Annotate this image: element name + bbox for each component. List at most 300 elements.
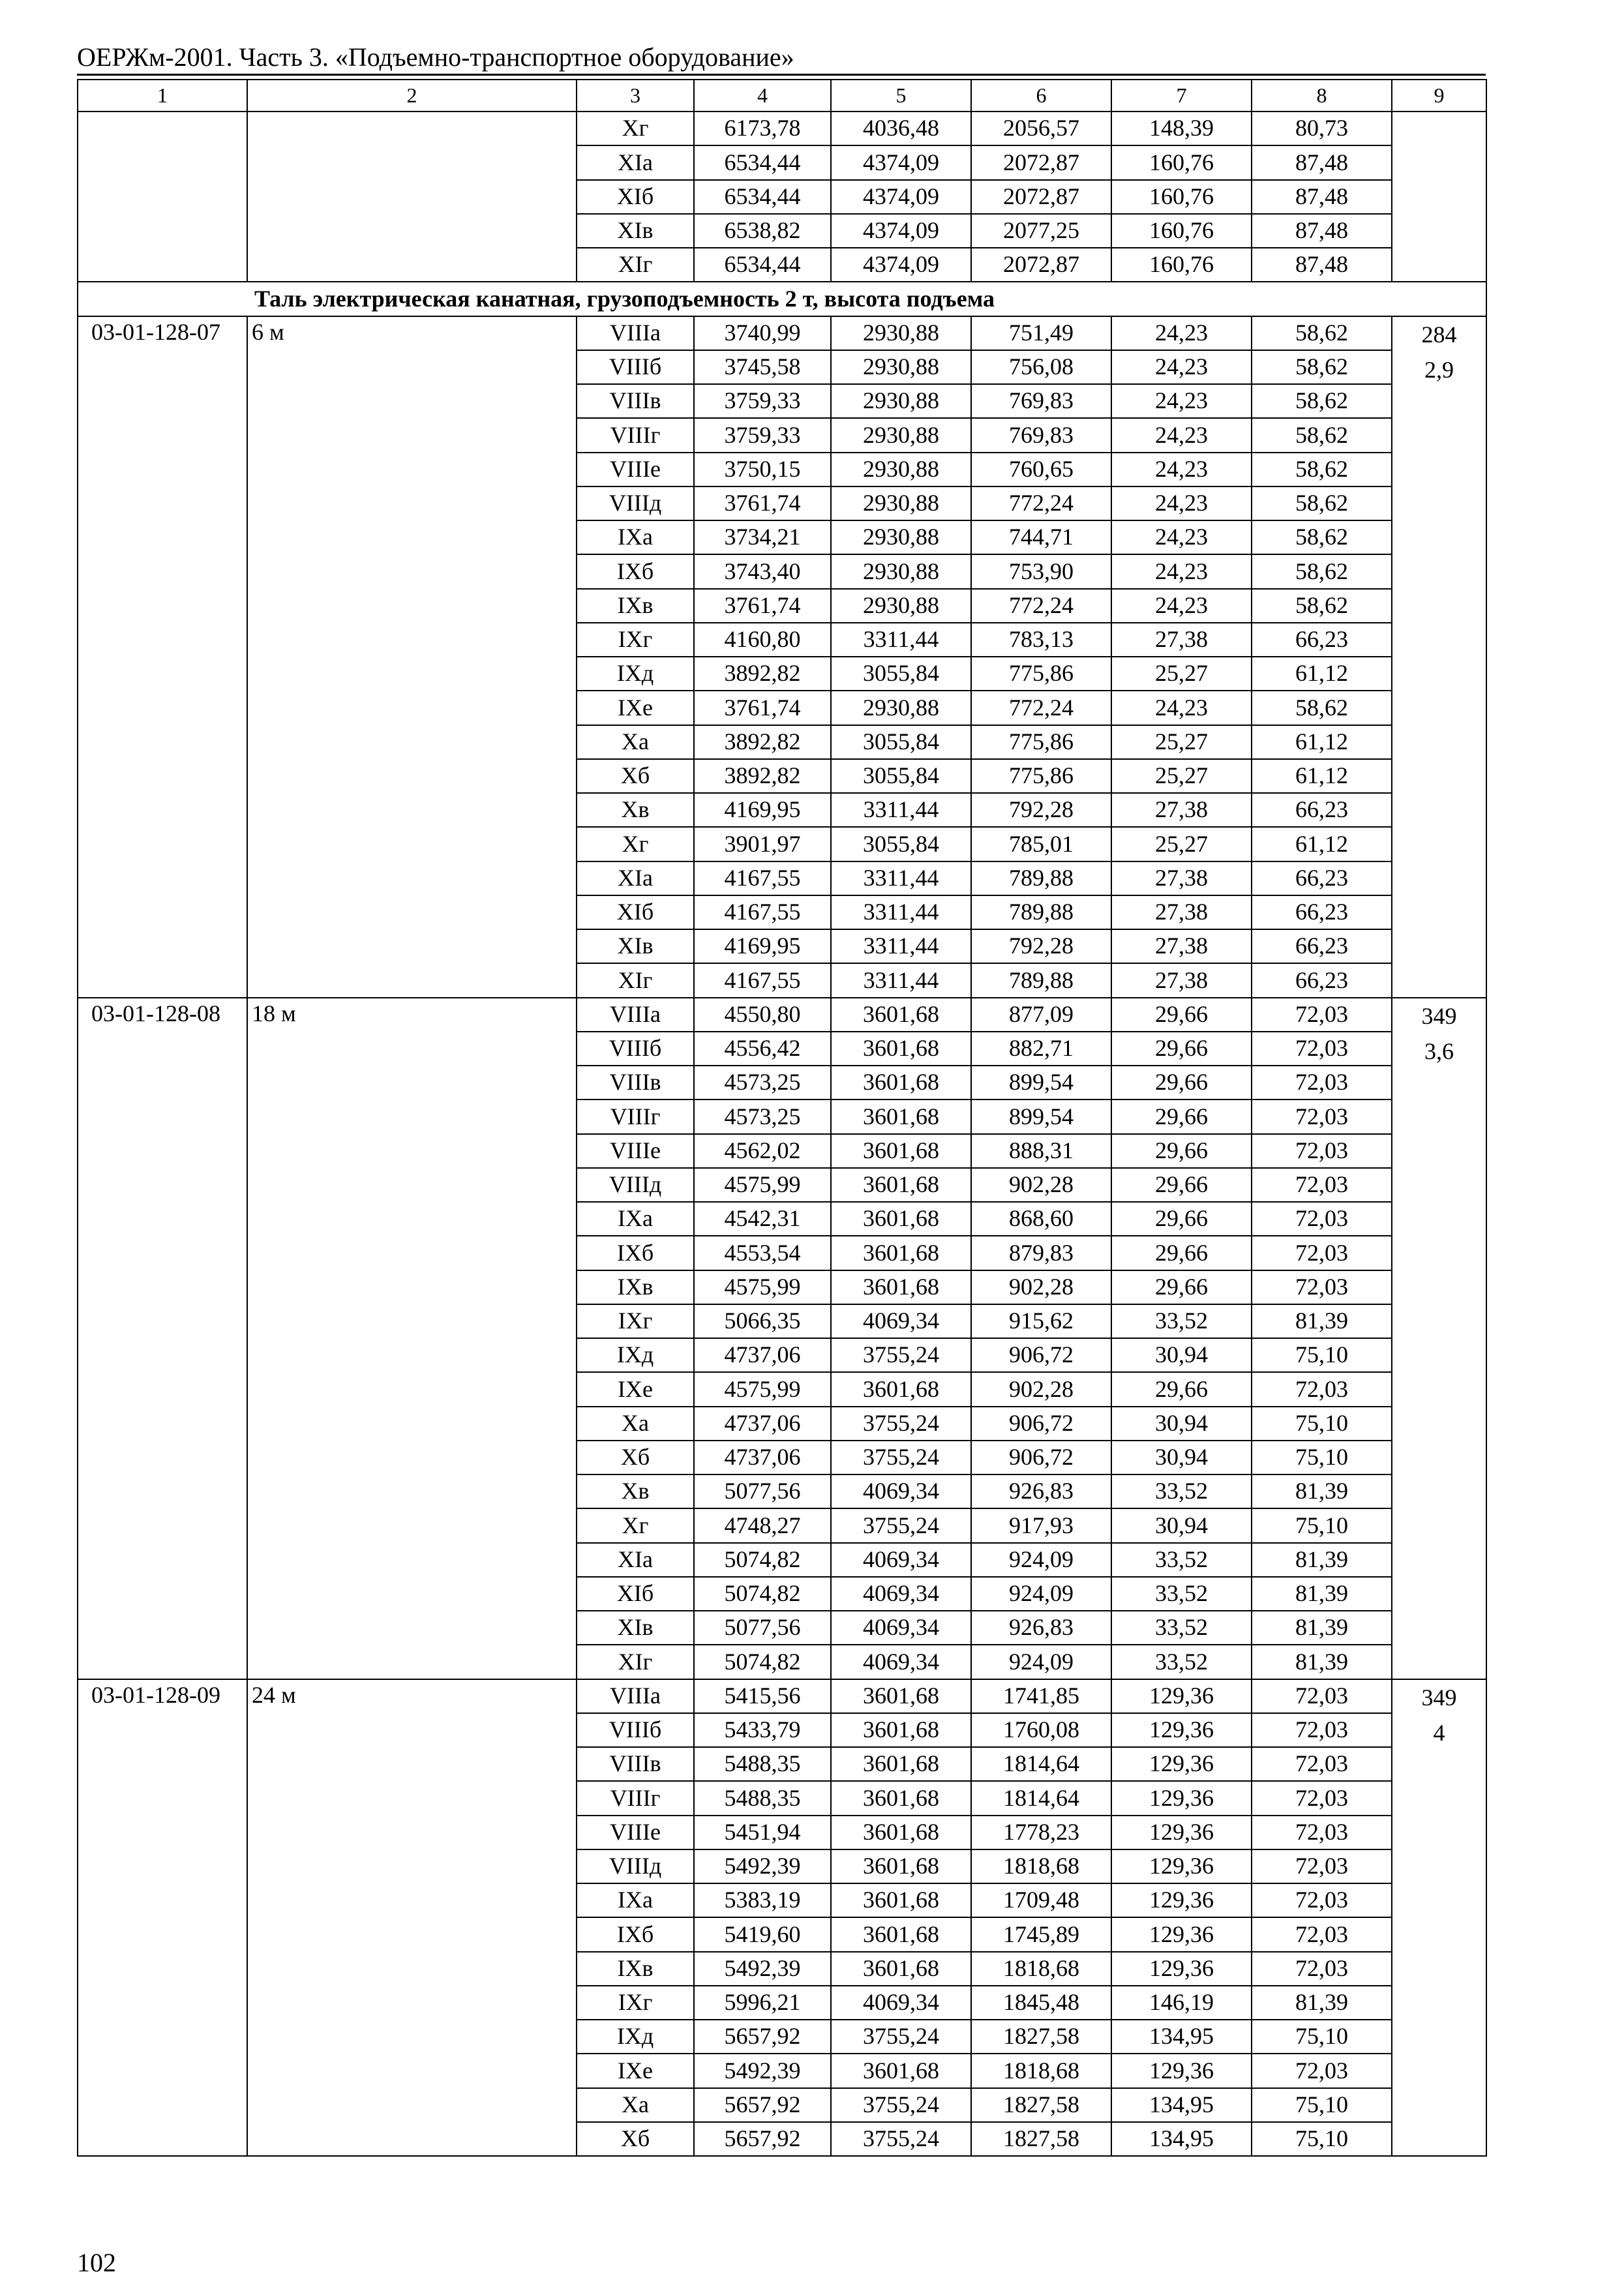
table-cell: 6173,78 [694, 112, 831, 145]
table-cell: 3311,44 [831, 963, 971, 997]
table-cell: 4575,99 [694, 1270, 831, 1304]
section-title: Таль электрическая канатная, грузоподъемность 2 т, высота подъема [78, 282, 1486, 316]
extra-value: 3,6 [1424, 1038, 1454, 1064]
table-cell: 2930,88 [831, 418, 971, 452]
table-cell: 129,36 [1111, 2054, 1252, 2087]
table-cell: 2930,88 [831, 520, 971, 554]
table-cell: 27,38 [1111, 861, 1252, 895]
table-cell: 129,36 [1111, 1917, 1252, 1951]
table-cell: 906,72 [971, 1407, 1111, 1441]
table-cell: 72,03 [1252, 1032, 1392, 1066]
table-cell: 3601,68 [831, 1816, 971, 1849]
table-cell: 72,03 [1252, 1202, 1392, 1236]
table-cell: 5488,35 [694, 1747, 831, 1781]
table-cell: 4550,80 [694, 998, 831, 1032]
table-cell: 2930,88 [831, 691, 971, 725]
column-number: 1 [78, 80, 247, 112]
table-cell: VIIIб [577, 350, 694, 384]
table-cell: 3892,82 [694, 725, 831, 759]
table-cell: 879,83 [971, 1236, 1111, 1270]
table-cell: 775,86 [971, 759, 1111, 793]
table-cell: 3755,24 [831, 2020, 971, 2054]
table-cell: 87,48 [1252, 180, 1392, 214]
table-cell: 4374,09 [831, 248, 971, 282]
table-cell: 72,03 [1252, 1952, 1392, 1986]
table-cell: 75,10 [1252, 2122, 1392, 2156]
table-cell: 1827,58 [971, 2122, 1111, 2156]
table-cell: 5492,39 [694, 1849, 831, 1883]
table-cell: 5074,82 [694, 1543, 831, 1577]
column-number: 2 [247, 80, 577, 112]
table-cell: 58,62 [1252, 486, 1392, 520]
table-cell: 29,66 [1111, 1032, 1252, 1066]
table-cell: 4748,27 [694, 1508, 831, 1542]
table-cell: VIIIа [577, 998, 694, 1032]
table-cell: 1818,68 [971, 1849, 1111, 1883]
table-cell: 5657,92 [694, 2020, 831, 2054]
table-cell: 2056,57 [971, 112, 1111, 145]
table-cell: 87,48 [1252, 145, 1392, 179]
table-cell: VIIIа [577, 1679, 694, 1713]
rate-code: 03-01-128-09 [78, 1679, 247, 2157]
table-cell: 3743,40 [694, 554, 831, 588]
table-cell: 3311,44 [831, 861, 971, 895]
header-rule [77, 74, 1486, 76]
table-cell: 1845,48 [971, 1986, 1111, 2020]
table-cell: 30,94 [1111, 1441, 1252, 1474]
table-cell: 6538,82 [694, 214, 831, 248]
table-cell: 906,72 [971, 1441, 1111, 1474]
table-cell: 72,03 [1252, 1816, 1392, 1849]
table-cell: 4737,06 [694, 1441, 831, 1474]
table-row [78, 316, 1486, 350]
table-cell: 3601,68 [831, 1134, 971, 1168]
table-cell: 3601,68 [831, 1168, 971, 1202]
table-cell: VIIIв [577, 1747, 694, 1781]
column-number: 3 [577, 80, 694, 112]
table-cell: 5433,79 [694, 1713, 831, 1747]
table-cell: 3759,33 [694, 384, 831, 418]
table-cell: 5077,56 [694, 1611, 831, 1645]
table-cell: 6534,44 [694, 248, 831, 282]
table-cell: 5074,82 [694, 1577, 831, 1611]
table-cell: 58,62 [1252, 384, 1392, 418]
table-cell: IXг [577, 623, 694, 657]
table-cell: 129,36 [1111, 1849, 1252, 1883]
table-cell: 81,39 [1252, 1543, 1392, 1577]
table-cell: 29,66 [1111, 1202, 1252, 1236]
table-cell: XIа [577, 145, 694, 179]
table-cell: 2930,88 [831, 453, 971, 486]
table-cell: 81,39 [1252, 1304, 1392, 1338]
page-header: ОЕРЖм-2001. Часть 3. «Подъемно-транспортное оборудование» [77, 42, 794, 72]
table-cell: 24,23 [1111, 350, 1252, 384]
table-cell: Xа [577, 1407, 694, 1441]
table-cell: 58,62 [1252, 316, 1392, 350]
table-cell: 24,23 [1111, 453, 1252, 486]
table-cell: Xб [577, 1441, 694, 1474]
table-cell: 66,23 [1252, 895, 1392, 929]
table-cell: 27,38 [1111, 963, 1252, 997]
table-cell: 882,71 [971, 1032, 1111, 1066]
table-cell: 4160,80 [694, 623, 831, 657]
table-cell: VIIIг [577, 1781, 694, 1815]
table-cell: 33,52 [1111, 1474, 1252, 1508]
table-cell: 1778,23 [971, 1816, 1111, 1849]
table-cell: 24,23 [1111, 384, 1252, 418]
table-cell: IXв [577, 1952, 694, 1986]
table-cell: 33,52 [1111, 1577, 1252, 1611]
table-cell: 792,28 [971, 793, 1111, 827]
table-cell: 792,28 [971, 929, 1111, 963]
table-cell: 3755,24 [831, 2122, 971, 2156]
table-cell: 29,66 [1111, 1270, 1252, 1304]
table-cell: 2072,87 [971, 180, 1111, 214]
table-cell: 1709,48 [971, 1883, 1111, 1917]
table-cell: 58,62 [1252, 589, 1392, 623]
table-cell: 3750,15 [694, 453, 831, 486]
table-cell: 789,88 [971, 963, 1111, 997]
table-cell: 3055,84 [831, 827, 971, 861]
table-cell: 72,03 [1252, 1747, 1392, 1781]
table-cell: 129,36 [1111, 1679, 1252, 1713]
table-cell: 4374,09 [831, 180, 971, 214]
table-cell: 4069,34 [831, 1611, 971, 1645]
table-cell: 2930,88 [831, 486, 971, 520]
table-cell: VIIIе [577, 453, 694, 486]
rate-code: 03-01-128-08 [78, 998, 247, 1679]
table-cell: 61,12 [1252, 827, 1392, 861]
section-row [78, 282, 1486, 316]
table-cell: XIв [577, 214, 694, 248]
table-cell: 27,38 [1111, 793, 1252, 827]
table-cell: 3892,82 [694, 657, 831, 691]
table-cell: 66,23 [1252, 793, 1392, 827]
table-row [78, 112, 1486, 145]
table-cell: 5415,56 [694, 1679, 831, 1713]
table-cell: 61,12 [1252, 657, 1392, 691]
table-cell: 24,23 [1111, 554, 1252, 588]
table-cell: Xв [577, 1474, 694, 1508]
table-cell: 5074,82 [694, 1645, 831, 1679]
table-cell: 30,94 [1111, 1508, 1252, 1542]
table-cell: 3745,58 [694, 350, 831, 384]
table-cell: XIа [577, 861, 694, 895]
table-cell: 1818,68 [971, 2054, 1111, 2087]
table-cell: 72,03 [1252, 1066, 1392, 1100]
table-cell: 4167,55 [694, 861, 831, 895]
table-cell: 25,27 [1111, 657, 1252, 691]
table-cell: 4069,34 [831, 1986, 971, 2020]
table-cell: 902,28 [971, 1372, 1111, 1406]
table-cell: 75,10 [1252, 2020, 1392, 2054]
table-cell: 2930,88 [831, 316, 971, 350]
table-cell: XIг [577, 963, 694, 997]
table-cell: 744,71 [971, 520, 1111, 554]
rate-name: 24 м [247, 1679, 577, 2157]
table-cell: 24,23 [1111, 589, 1252, 623]
table-cell: VIIIв [577, 384, 694, 418]
table-cell: 5077,56 [694, 1474, 831, 1508]
table-cell: VIIIа [577, 316, 694, 350]
table-cell: 3601,68 [831, 2054, 971, 2087]
table-cell: 5383,19 [694, 1883, 831, 1917]
table-cell: 72,03 [1252, 998, 1392, 1032]
table-cell: 146,19 [1111, 1986, 1252, 2020]
code-cell-empty [78, 112, 247, 282]
extra-values [1392, 998, 1486, 1679]
table-cell: 775,86 [971, 657, 1111, 691]
table-cell: 1818,68 [971, 1952, 1111, 1986]
table-cell: 3755,24 [831, 1441, 971, 1474]
column-number: 6 [971, 80, 1111, 112]
table-cell: 3601,68 [831, 1066, 971, 1100]
table-cell: 4553,54 [694, 1236, 831, 1270]
table-cell: 29,66 [1111, 998, 1252, 1032]
table-cell: 30,94 [1111, 1407, 1252, 1441]
table-cell: Xг [577, 1508, 694, 1542]
table-cell: 29,66 [1111, 1100, 1252, 1133]
table-cell: 81,39 [1252, 1474, 1392, 1508]
table-cell: IXе [577, 1372, 694, 1406]
table-cell: 5657,92 [694, 2122, 831, 2156]
extra-values [1392, 1679, 1486, 2157]
table-cell: 24,23 [1111, 316, 1252, 350]
table-cell: VIIIд [577, 1168, 694, 1202]
table-cell: IXа [577, 520, 694, 554]
table-cell: 33,52 [1111, 1543, 1252, 1577]
column-number-row [78, 80, 1486, 112]
table-cell: 2930,88 [831, 589, 971, 623]
table-cell: IXв [577, 1270, 694, 1304]
table-cell: 4069,34 [831, 1577, 971, 1611]
table-cell: 75,10 [1252, 1441, 1392, 1474]
table-cell: 4575,99 [694, 1168, 831, 1202]
table-cell: 3601,68 [831, 1952, 971, 1986]
table-cell: 769,83 [971, 418, 1111, 452]
table-cell: 915,62 [971, 1304, 1111, 1338]
table-cell: 924,09 [971, 1577, 1111, 1611]
table-cell: 4573,25 [694, 1100, 831, 1133]
table-cell: IXе [577, 691, 694, 725]
table-cell: 24,23 [1111, 486, 1252, 520]
column-number: 4 [694, 80, 831, 112]
table-cell: VIIIб [577, 1713, 694, 1747]
name-cell-empty [247, 112, 577, 282]
table-cell: 72,03 [1252, 1134, 1392, 1168]
table-cell: 66,23 [1252, 929, 1392, 963]
table-cell: 3601,68 [831, 1781, 971, 1815]
table-cell: Xб [577, 759, 694, 793]
table-cell: 72,03 [1252, 1679, 1392, 1713]
table-cell: 27,38 [1111, 929, 1252, 963]
table-cell: XIв [577, 929, 694, 963]
table-cell: 2077,25 [971, 214, 1111, 248]
table-cell: 2930,88 [831, 384, 971, 418]
table-cell: 926,83 [971, 1474, 1111, 1508]
table-cell: 134,95 [1111, 2122, 1252, 2156]
table-cell: 775,86 [971, 725, 1111, 759]
table-cell: 4167,55 [694, 963, 831, 997]
extra-cell-empty [1392, 112, 1486, 282]
table-cell: 72,03 [1252, 1781, 1392, 1815]
table-cell: 1827,58 [971, 2088, 1111, 2122]
table-cell: IXг [577, 1304, 694, 1338]
table-cell: 902,28 [971, 1168, 1111, 1202]
table-cell: 61,12 [1252, 725, 1392, 759]
table-cell: 3311,44 [831, 929, 971, 963]
table-cell: XIв [577, 1611, 694, 1645]
table-cell: 3755,24 [831, 1407, 971, 1441]
table-cell: 58,62 [1252, 554, 1392, 588]
table-cell: 29,66 [1111, 1066, 1252, 1100]
table-cell: 3755,24 [831, 1338, 971, 1372]
table-cell: VIIIе [577, 1816, 694, 1849]
table-cell: 129,36 [1111, 1747, 1252, 1781]
table-cell: 4069,34 [831, 1543, 971, 1577]
table-cell: IXб [577, 554, 694, 588]
table-cell: 4069,34 [831, 1645, 971, 1679]
table-cell: 3761,74 [694, 691, 831, 725]
extra-value: 349 [1421, 1684, 1457, 1711]
table-cell: 3601,68 [831, 1270, 971, 1304]
table-cell: 58,62 [1252, 520, 1392, 554]
extra-value: 284 [1421, 321, 1457, 348]
table-cell: 5066,35 [694, 1304, 831, 1338]
table-cell: 3311,44 [831, 623, 971, 657]
table-cell: 4036,48 [831, 112, 971, 145]
table-cell: IXб [577, 1917, 694, 1951]
table-cell: 868,60 [971, 1202, 1111, 1236]
table-cell: 29,66 [1111, 1134, 1252, 1168]
table-cell: 899,54 [971, 1100, 1111, 1133]
table-cell: IXд [577, 2020, 694, 2054]
table-cell: 148,39 [1111, 112, 1252, 145]
table-cell: XIг [577, 1645, 694, 1679]
table-cell: 3311,44 [831, 793, 971, 827]
table-cell: 87,48 [1252, 248, 1392, 282]
table-cell: 1741,85 [971, 1679, 1111, 1713]
table-cell: IXа [577, 1202, 694, 1236]
table-cell: 1814,64 [971, 1747, 1111, 1781]
table-cell: 3055,84 [831, 657, 971, 691]
table-cell: 66,23 [1252, 861, 1392, 895]
table-cell: XIа [577, 1543, 694, 1577]
table-cell: 3901,97 [694, 827, 831, 861]
table-cell: 917,93 [971, 1508, 1111, 1542]
table-cell: XIб [577, 180, 694, 214]
table-cell: 6534,44 [694, 180, 831, 214]
table-cell: 72,03 [1252, 1917, 1392, 1951]
table-cell: 72,03 [1252, 2054, 1392, 2087]
table-cell: 160,76 [1111, 214, 1252, 248]
table-cell: 3601,68 [831, 1372, 971, 1406]
table-cell: 129,36 [1111, 1816, 1252, 1849]
table-cell: Xа [577, 725, 694, 759]
table-cell: 2930,88 [831, 350, 971, 384]
table-cell: 6534,44 [694, 145, 831, 179]
table-cell: 3734,21 [694, 520, 831, 554]
table-cell: 58,62 [1252, 350, 1392, 384]
table-cell: 772,24 [971, 486, 1111, 520]
table-cell: 783,13 [971, 623, 1111, 657]
table-cell: VIIIг [577, 1100, 694, 1133]
table-cell: 4573,25 [694, 1066, 831, 1100]
table-cell: 129,36 [1111, 1883, 1252, 1917]
table-cell: 81,39 [1252, 1577, 1392, 1611]
table-cell: 33,52 [1111, 1304, 1252, 1338]
table-cell: 27,38 [1111, 623, 1252, 657]
table-cell: 1827,58 [971, 2020, 1111, 2054]
table-cell: 4542,31 [694, 1202, 831, 1236]
table-cell: 785,01 [971, 827, 1111, 861]
table-cell: 769,83 [971, 384, 1111, 418]
table-cell: 24,23 [1111, 691, 1252, 725]
rates-table [77, 79, 1487, 2157]
table-cell: IXв [577, 589, 694, 623]
extra-value: 2,9 [1424, 356, 1454, 383]
table-cell: 5492,39 [694, 1952, 831, 1986]
table-cell: 4562,02 [694, 1134, 831, 1168]
table-cell: 760,65 [971, 453, 1111, 486]
table-cell: VIIIд [577, 486, 694, 520]
table-cell: 1814,64 [971, 1781, 1111, 1815]
table-cell: Xв [577, 793, 694, 827]
table-cell: 5419,60 [694, 1917, 831, 1951]
table-cell: 81,39 [1252, 1986, 1392, 2020]
table-cell: 87,48 [1252, 214, 1392, 248]
table-cell: 926,83 [971, 1611, 1111, 1645]
table-cell: VIIIг [577, 418, 694, 452]
table-cell: 72,03 [1252, 1168, 1392, 1202]
table-cell: IXд [577, 1338, 694, 1372]
table-cell: 4167,55 [694, 895, 831, 929]
table-cell: 2072,87 [971, 248, 1111, 282]
table-cell: 4556,42 [694, 1032, 831, 1066]
table-cell: 134,95 [1111, 2020, 1252, 2054]
table-cell: 3601,68 [831, 1032, 971, 1066]
table-cell: 906,72 [971, 1338, 1111, 1372]
table-cell: 751,49 [971, 316, 1111, 350]
table-cell: 75,10 [1252, 1508, 1392, 1542]
table-cell: 24,23 [1111, 520, 1252, 554]
column-number: 7 [1111, 80, 1252, 112]
table-cell: 3055,84 [831, 759, 971, 793]
table-cell: 3601,68 [831, 1917, 971, 1951]
column-number: 8 [1252, 80, 1392, 112]
table-cell: 2930,88 [831, 554, 971, 588]
table-cell: XIг [577, 248, 694, 282]
table-cell: 58,62 [1252, 453, 1392, 486]
table-cell: 4069,34 [831, 1304, 971, 1338]
table-cell: 80,73 [1252, 112, 1392, 145]
table-cell: 81,39 [1252, 1645, 1392, 1679]
table-cell: 29,66 [1111, 1236, 1252, 1270]
table-cell: 66,23 [1252, 623, 1392, 657]
table-cell: 4737,06 [694, 1407, 831, 1441]
table-cell: 1760,08 [971, 1713, 1111, 1747]
table-cell: VIIIд [577, 1849, 694, 1883]
table-cell: 72,03 [1252, 1372, 1392, 1406]
table-cell: 3601,68 [831, 1100, 971, 1133]
table-cell: 33,52 [1111, 1611, 1252, 1645]
table-cell: 3601,68 [831, 1849, 971, 1883]
table-cell: 3759,33 [694, 418, 831, 452]
page-number: 102 [77, 2248, 116, 2277]
table-cell: IXе [577, 2054, 694, 2087]
table-cell: 4169,95 [694, 929, 831, 963]
table-cell: 72,03 [1252, 1100, 1392, 1133]
